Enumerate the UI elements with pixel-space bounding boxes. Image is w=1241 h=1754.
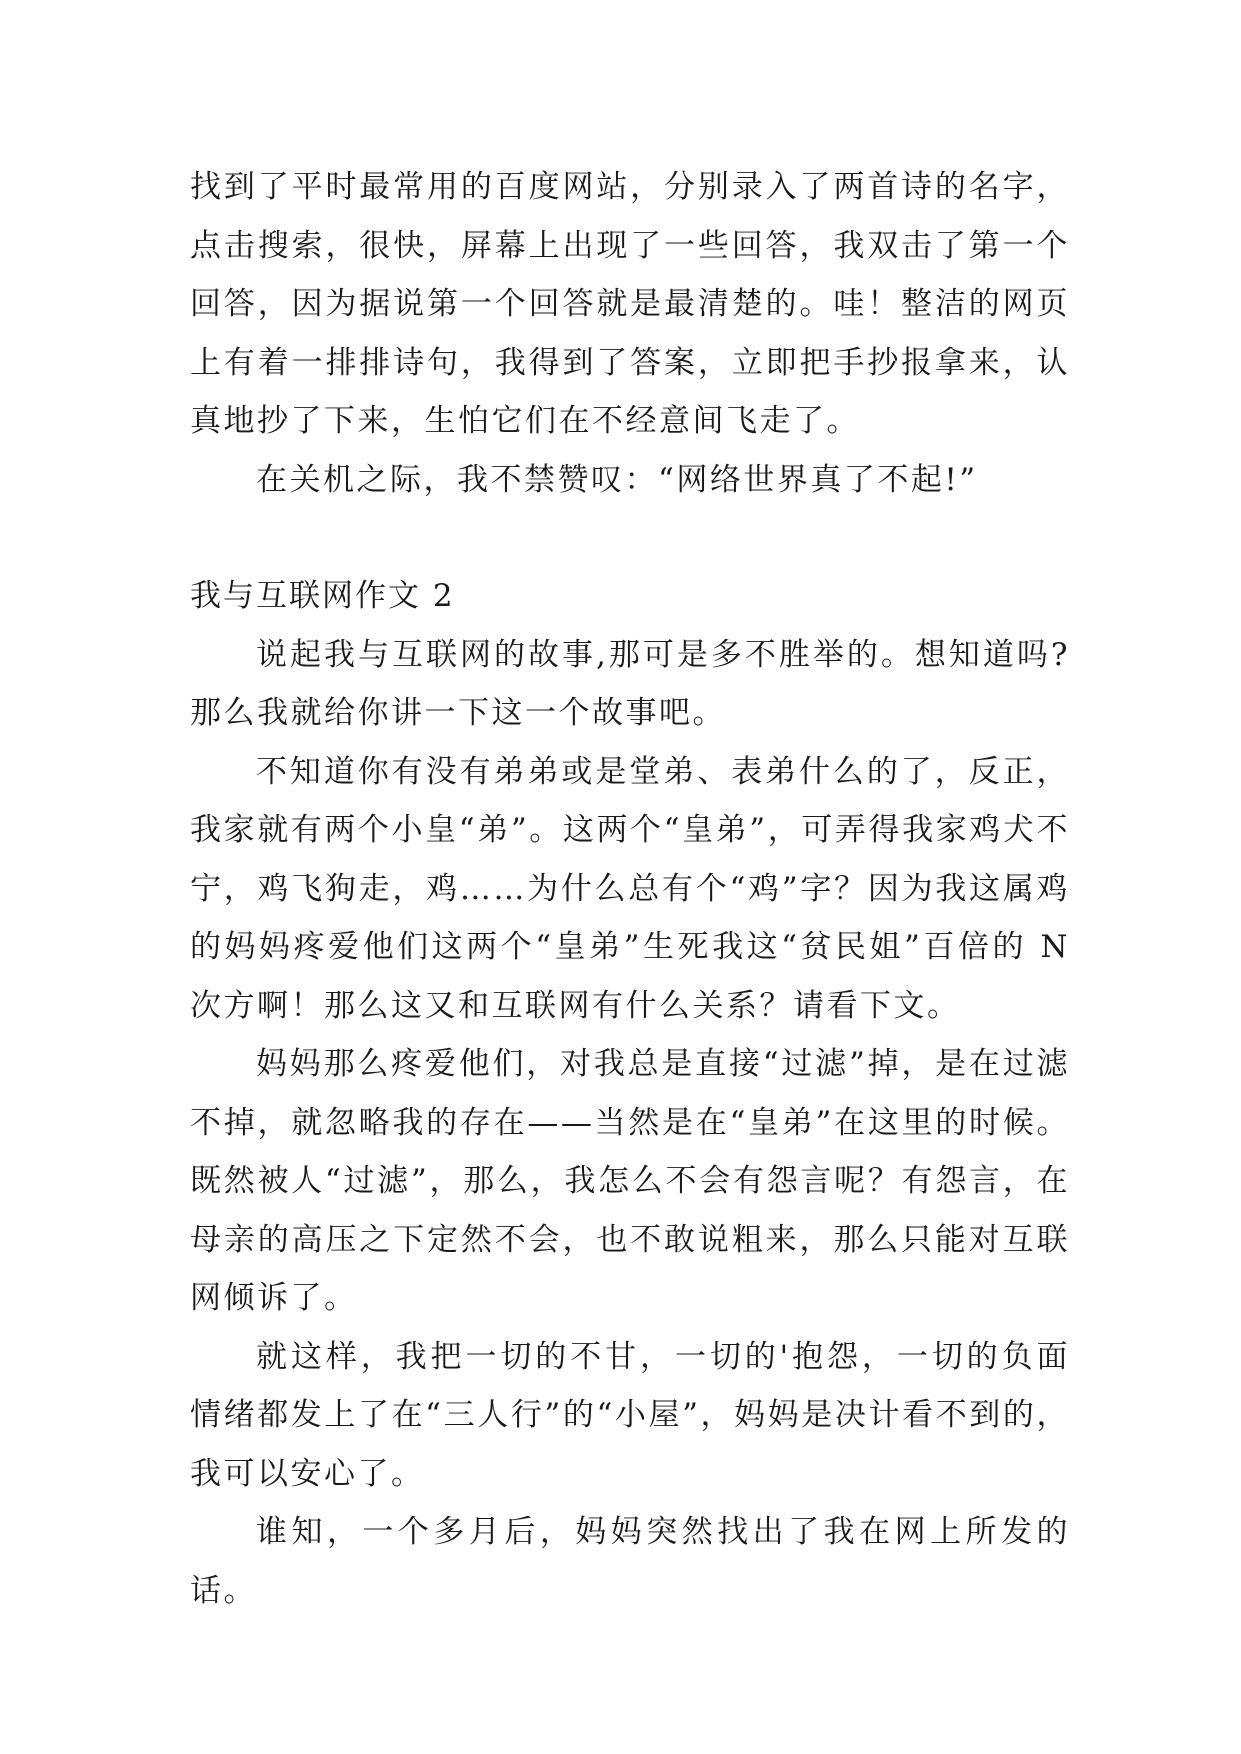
section-divider-space	[190, 509, 1070, 567]
essay-title: 我与互联网作文 2	[190, 578, 455, 614]
paragraph-continuation: 找到了平时最常用的百度网站，分别录入了两首诗的名字，点击搜索，很快，屏幕上出现了一些回答，我双击了第一个回答，因为据说第一个回答就是最清楚的。哇！整洁的网页上有着一排排诗句，我得到了答案，立即把手抄报拿来，认真地抄了下来，生怕它们在不经意间飞走了。	[190, 169, 1070, 439]
essay-paragraph: 谁知，一个多月后，妈妈突然找出了我在网上所发的话。	[190, 1514, 1070, 1609]
document-page	[190, 158, 1070, 1620]
essay-paragraph: 妈妈那么疼爱他们，对我总是直接“过滤”掉，是在过滤不掉，就忽略我的存在——当然是在“皇弟”在这里的时候。既然被人“过滤”，那么，我怎么不会有怨言呢？有怨言，在母亲的高压之下定然不会，也不敢说粗来，那么只能对互联网倾诉了。	[190, 1046, 1070, 1316]
essay-paragraph: 说起我与互联网的故事,那可是多不胜举的。想知道吗?那么我就给你讲一下这一个故事吧。	[190, 636, 1070, 731]
essay-paragraph: 就这样，我把一切的不甘，一切的'抱怨，一切的负面情绪都发上了在“三人行”的“小屋”，妈妈是决计看不到的，我可以安心了。	[190, 1338, 1070, 1492]
paragraph-closing: 在关机之际，我不禁赞叹：“网络世界真了不起!”	[256, 461, 978, 498]
essay-paragraph: 不知道你有没有弟弟或是堂弟、表弟什么的了，反正，我家就有两个小皇“弟”。这两个“皇弟”，可弄得我家鸡犬不宁，鸡飞狗走，鸡……为什么总有个“鸡”字？因为我这属鸡的妈妈疼爱他们这两个“皇弟”生死我这“贫民姐”百倍的 N 次方啊！那么这又和互联网有什么关系？请看下文。	[190, 753, 1070, 1024]
